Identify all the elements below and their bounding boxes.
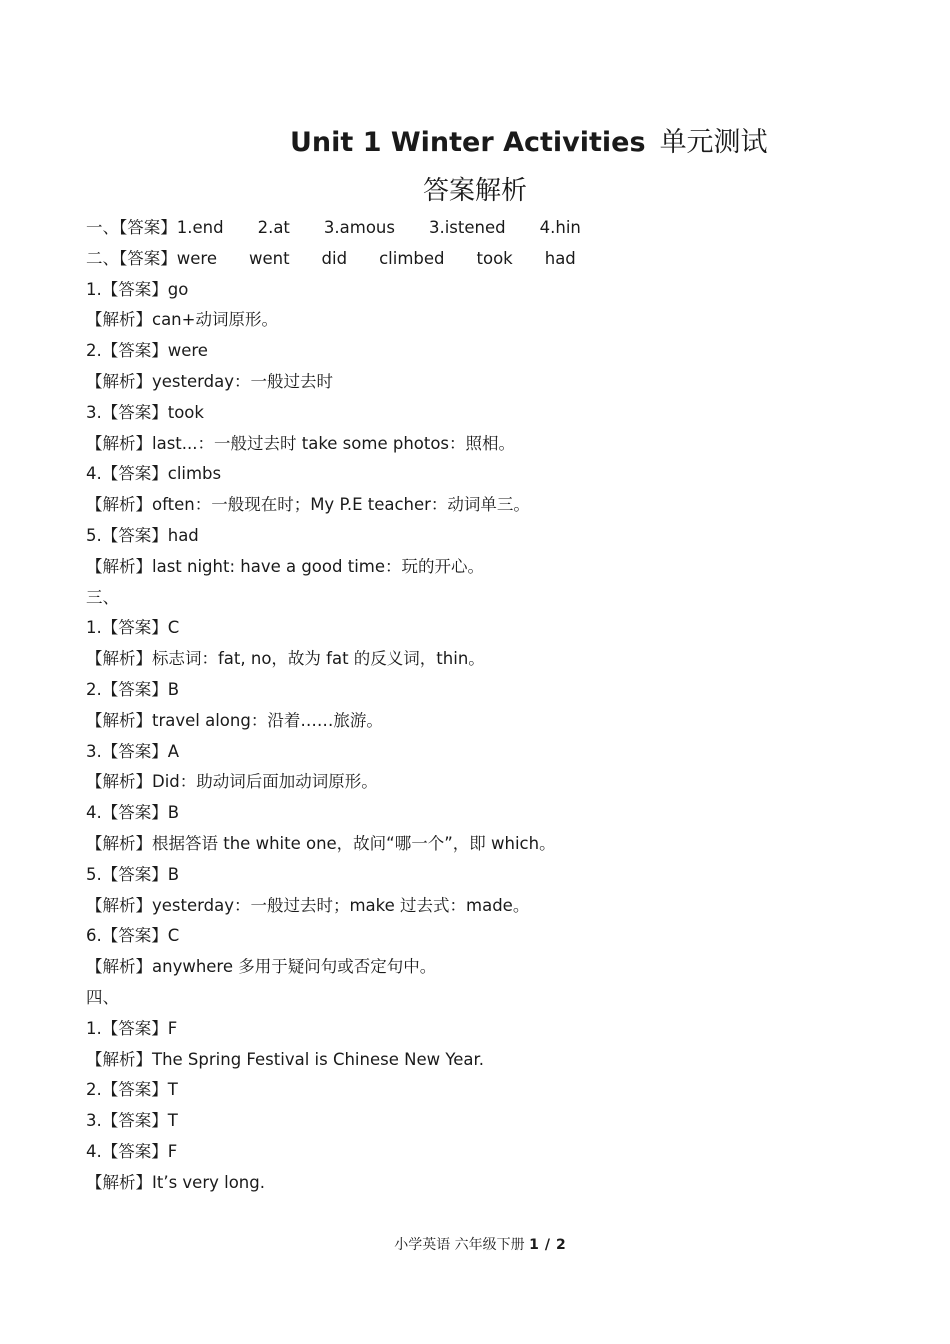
section2-item: were	[176, 248, 217, 268]
section2-item: had	[544, 248, 576, 268]
title-chinese: 单元测试	[659, 127, 768, 158]
page-title	[290, 120, 768, 159]
answer-line: 4.【答案】F	[86, 1141, 178, 1161]
answer-line: 3.【答案】A	[86, 741, 180, 761]
answer-line: 【解析】last night: have a good time：玩的开心。	[86, 556, 484, 576]
answer-line: 6.【答案】C	[86, 926, 180, 946]
footer-separator: /	[544, 1237, 551, 1253]
section1-item: 3.amous	[323, 218, 395, 237]
answer-line: 【解析】can+动词原形。	[86, 310, 278, 330]
answer-line: 【解析】often：一般现在时；My P.E teacher：动词单三。	[86, 495, 530, 515]
answer-line: 5.【答案】had	[86, 525, 199, 545]
answer-line: 1.【答案】C	[86, 618, 180, 638]
title-english: Unit 1 Winter Activities	[290, 127, 646, 158]
answer-line: 3.【答案】T	[86, 1111, 178, 1131]
answer-line: 【解析】Did：助动词后面加动词原形。	[86, 772, 378, 792]
footer-page-number: 1	[529, 1237, 539, 1253]
answer-line: 【解析】travel along：沿着……旅游。	[86, 710, 383, 730]
answer-line: 【解析】yesterday：一般过去时	[86, 371, 333, 391]
footer-label: 小学英语 六年级下册	[394, 1237, 525, 1253]
section1-item: 2.at	[257, 218, 290, 237]
answer-line: 4.【答案】climbs	[86, 464, 222, 484]
section2-answers	[86, 244, 886, 275]
answer-line: 【解析】last...：一般过去时 take some photos：照相。	[86, 433, 516, 453]
answer-line: 1.【答案】go	[86, 279, 189, 299]
answer-line: 【解析】The Spring Festival is Chinese New Year.	[86, 1049, 485, 1069]
section2-item: climbed	[379, 248, 445, 268]
section2-item: went	[248, 248, 290, 268]
answer-line: 【解析】yesterday：一般过去时；make 过去式：made。	[86, 895, 530, 915]
section1-answers	[86, 213, 886, 244]
section2-item: did	[321, 248, 348, 268]
answer-lines	[86, 275, 886, 1199]
section1-item: 4.hin	[539, 218, 581, 237]
answer-line: 1.【答案】F	[86, 1018, 178, 1038]
answer-line: 【解析】It’s very long.	[86, 1172, 265, 1192]
section1-prefix: 一、【答案】	[86, 218, 177, 237]
answer-line: 5.【答案】B	[86, 864, 180, 884]
answer-line: 【解析】根据答语 the white one，故问“哪一个”，即 which。	[86, 833, 556, 853]
answer-line: 2.【答案】were	[86, 341, 208, 361]
section2-item: took	[476, 248, 513, 268]
section1-item: 1.end	[176, 218, 224, 237]
answer-line: 4.【答案】B	[86, 803, 180, 823]
page-footer	[0, 1234, 950, 1254]
answer-line: 【解析】标志词：fat, no，故为 fat 的反义词，thin。	[86, 649, 485, 669]
answer-line: 2.【答案】T	[86, 1080, 178, 1100]
answer-line: 三、	[86, 587, 119, 607]
section2-prefix: 二、【答案】	[86, 248, 177, 268]
answer-line: 四、	[86, 987, 119, 1007]
answer-content	[86, 213, 886, 1199]
page-subtitle: 答案解析	[422, 176, 527, 206]
answer-line: 2.【答案】B	[86, 679, 180, 699]
answer-line: 【解析】anywhere 多用于疑问句或否定句中。	[86, 957, 437, 977]
answer-line: 3.【答案】took	[86, 402, 204, 422]
footer-page-total: 2	[556, 1237, 566, 1253]
section1-item: 3.istened	[428, 218, 506, 237]
